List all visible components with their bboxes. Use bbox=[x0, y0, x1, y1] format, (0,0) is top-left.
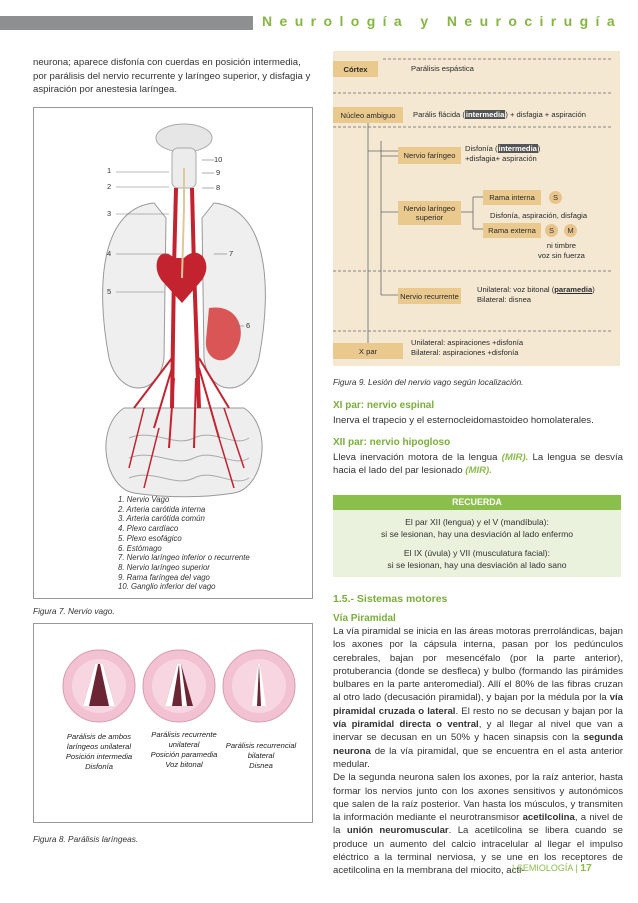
larynx-label-1: Parálisis de ambos laríngeos unilateral Posición intermedia Disfonía bbox=[65, 732, 133, 771]
legend-item: 9. Rama faríngea del vago bbox=[118, 572, 210, 582]
legend-item: 6. Estómago bbox=[118, 543, 162, 553]
nucleo-desc: Parális flácida (intermedia) + disfagia + aspiración bbox=[413, 110, 586, 119]
x-par-box: X par bbox=[333, 343, 403, 359]
nucleo-ambiguo-box: Núcleo ambiguo bbox=[333, 107, 403, 123]
recuerda-box: El par XII (lengua) y el V (mandíbula): si se lesionan, hay una desviación al lado enfermo El IX (úvula) y VII (musculatura facial): si se lesionan, hay una desviación al lado sano bbox=[333, 510, 621, 577]
fig7-number-6: 6 bbox=[246, 321, 251, 330]
rama-interna-desc: Disfonía, aspiración, disfagia bbox=[490, 211, 588, 220]
fig7-number-3: 3 bbox=[107, 209, 112, 218]
header-bar bbox=[0, 16, 253, 30]
fig7-number-7: 7 bbox=[229, 249, 234, 258]
xii-par-text: Lleva inervación motora de la lengua (MIR). La lengua se desvía hacia el lado del par lesionado (MIR). bbox=[333, 452, 623, 477]
schema-connectors bbox=[333, 51, 620, 366]
page-header-title: Neurología y Neurocirugía bbox=[262, 13, 623, 29]
section-body: La vía piramidal se inicia en las áreas motoras prerrolándicas, bajan los axones por la cápsula interna, pasan por los pedúnculos cerebrales, bajan por mesencéfalo (por la parte anterior), protuberancia (donde se desflecа) y bulbo (formando las pirámides bulbares en la parte anteromedial). Allí el 80% de las fibras cruzan al otro lado (decusación piramidal), y bajan por la médula por la vía piramidal cruzada o lateral. El resto no se decusan y bajan por la vía piramidal directa o ventral, y al llegar al nivel que van a inervar se decusan en un 50% y hacen sinapsis con la segunda neurona de la vía piramidal, que se encuentra en el asta anterior medular. De la segunda neurona salen los axones, por la raíz anterior, hasta formar los nervios junto con los axones sensitivos y autonómicos que salen de la raíz posterior. Van hasta los músculos, y transmiten la información mediante el neurotransmisor acetilcolina, a nivel de la unión neuromuscular. La acetilcolina se libera cuando se produce un aumento del calcio intracelular al llegar el impulso eléctrico a la terminal nerviosa, y se une en los receptores de acetilcolina en la membrana del miocito, acti- bbox=[333, 626, 624, 877]
nervio-recurrente-box: Nervio recurrente bbox=[398, 288, 461, 304]
fig7-number-8: 8 bbox=[216, 183, 221, 192]
recurrente-desc: Unilateral: voz bitonal (paramedia) Bilateral: disnea bbox=[477, 285, 595, 304]
fig7-number-5: 5 bbox=[107, 287, 112, 296]
xi-par-title: XI par: nervio espinal bbox=[333, 400, 435, 411]
larynx-label-2: Parálisis recurrente unilateral Posición paramedia Voz bitonal bbox=[150, 730, 218, 769]
legend-item: 3. Arteria carótida común bbox=[118, 514, 205, 524]
legend-item: 5. Plexo esofágico bbox=[118, 533, 182, 543]
x-par-desc: Unilateral: aspiraciones +disfonía Bilateral: aspiraciones +disfonía bbox=[411, 338, 524, 357]
intro-paragraph: neurona; aparece disfonía con cuerdas en posición intermedia, por parálisis del nervio recurrente y laríngeo superior, y disfagia y aspiración por anestesia laríngea. bbox=[33, 57, 311, 95]
rama-externa-box: Rama externa bbox=[483, 223, 541, 238]
faringeo-desc: Disfonía (intermedia) +disfagia+ aspiración bbox=[465, 144, 541, 163]
nervio-faringeo-box: Nervio faríngeo bbox=[398, 147, 461, 164]
section-subtitle: Vía Piramidal bbox=[333, 613, 396, 624]
legend-item: 10. Ganglio inferior del vago bbox=[118, 582, 216, 592]
legend-item: 7. Nervio laríngeo inferior o recurrente bbox=[118, 553, 250, 563]
fig7-number-1: 1 bbox=[107, 166, 112, 175]
page-footer: | SEMIOLOGÍA | 17 bbox=[512, 862, 592, 874]
sensory-badge: S bbox=[545, 224, 558, 237]
figure7-legend bbox=[118, 495, 250, 592]
sensory-badge: S bbox=[549, 191, 562, 204]
fig7-number-2: 2 bbox=[107, 182, 112, 191]
legend-item: 8. Nervio laríngeo superior bbox=[118, 562, 210, 572]
section-title: 1.5.- Sistemas motores bbox=[333, 593, 448, 605]
figure9-caption: Figura 9. Lesión del nervio vago según localización. bbox=[333, 377, 524, 387]
recuerda-header: RECUERDA bbox=[333, 495, 621, 510]
legend-item: 4. Plexo cardíaco bbox=[118, 524, 179, 534]
figure8-box bbox=[33, 623, 313, 823]
figure8-caption: Figura 8. Parálisis laríngeas. bbox=[33, 834, 139, 844]
xi-par-text: Inerva el trapecio y el esternocleidomastoideo homolaterales. bbox=[333, 415, 594, 426]
fig7-number-9: 9 bbox=[216, 168, 221, 177]
fig7-number-4: 4 bbox=[107, 249, 112, 258]
xii-par-title: XII par: nervio hipogloso bbox=[333, 437, 451, 448]
cortex-box: Córtex bbox=[333, 61, 378, 77]
rama-externa-desc: ni timbre voz sin fuerza bbox=[538, 241, 585, 260]
cortex-desc: Parálisis espástica bbox=[411, 64, 474, 73]
legend-item: 1. Nervio Vago bbox=[118, 495, 170, 504]
figure7-caption: Figura 7. Nervio vago. bbox=[33, 606, 115, 616]
figure9-schema bbox=[333, 51, 620, 366]
nervio-laringeo-superior-box: Nervio laríngeo superior bbox=[398, 201, 461, 225]
legend-item: 2. Arteria carótida interna bbox=[118, 504, 206, 514]
fig7-number-10: 10 bbox=[214, 155, 223, 164]
motor-badge: M bbox=[564, 224, 577, 237]
rama-interna-box: Rama interna bbox=[483, 190, 541, 205]
larynx-label-3: Parálisis recurrencial bilateral Disnea bbox=[225, 741, 297, 770]
page-number: 17 bbox=[580, 862, 592, 874]
larynx-illustrations bbox=[34, 624, 312, 822]
